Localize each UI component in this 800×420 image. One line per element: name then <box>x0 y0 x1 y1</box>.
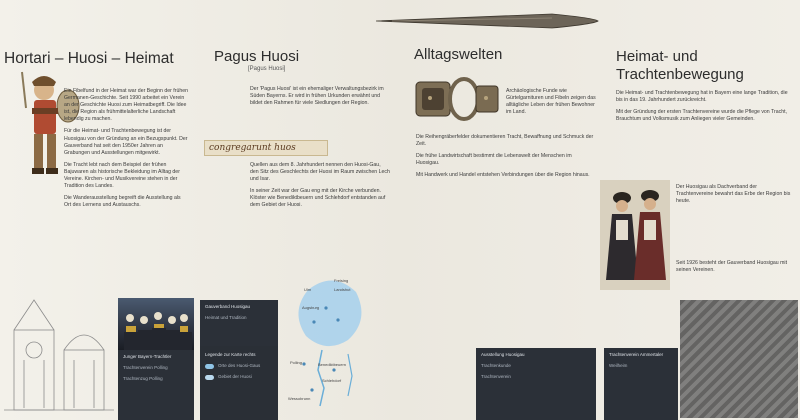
manuscript-text: congregarunt huos <box>209 143 296 153</box>
section-title-alltag: Alltagswelten <box>414 46 503 63</box>
sword-artifact <box>372 8 602 34</box>
map-legend-title: Legende zur Karte rechts <box>205 352 256 357</box>
section1-paragraph: Die Tracht lebt nach dem Beispiel der frühen Bajuwaren als historische Bekleidung im Alltag der Vereine. Kirchen- und Musikvereine stehen in der Tradition des Landes. <box>64 161 180 190</box>
info-box-gauverband <box>200 300 278 346</box>
section4-paragraph: Der Huosigau als Dachverband der Trachtenvereine bewahrt das Erbe der Region bis heute. <box>676 184 791 205</box>
map-legend-item <box>205 374 273 380</box>
section4-paragraph: Mit der Gründung der ersten Trachtenvereine wurde die Pflege von Tracht, Brauchtum und Volksmusik zum Anliegen vieler Gemeinden. <box>616 109 787 123</box>
manuscript-fragment <box>204 140 328 156</box>
info-box-line: Weilheim <box>609 363 628 368</box>
section4-paragraph: Die Heimat- und Trachtenbewegung hat in Bayern eine lange Tradition, die bis in das 19. Jahrhundert zurückreicht. <box>616 90 788 104</box>
info-box-line: Junger Bayern-Trachtler <box>123 354 172 359</box>
church-architecture-drawing <box>4 290 114 414</box>
section4-text-middle <box>676 184 794 244</box>
section-title-heimat-line2: Trachtenbewegung <box>616 66 744 83</box>
info-box-trachten <box>118 350 194 420</box>
info-box-line: Gauverband Huosigau <box>205 304 251 309</box>
map-place-label: Wessobrunn <box>288 396 311 401</box>
section1-paragraph: Die Wanderausstellung begreift die Ausstellung als Ort des Lernens und Austauschs. <box>64 195 181 209</box>
info-box-line: Trachtenverein Polling <box>123 365 168 370</box>
section3-paragraph: Die Reihengräberfelder dokumentieren Tracht, Bewaffnung und Schmuck der Zeit. <box>416 134 594 148</box>
section-title-hortari: Hortari – Huosi – Heimat <box>4 50 174 67</box>
historic-photo-collage <box>680 300 798 418</box>
section3-text-right <box>506 88 598 134</box>
section-subtitle-pagus: [Pagus Huosi] <box>248 66 286 72</box>
map-place-label: Benediktbeuern <box>318 362 347 367</box>
section4-paragraph: Seit 1926 besteht der Gauverband Huosigau mit seinen Vereinen. <box>676 260 788 274</box>
brass-band-photo <box>118 298 194 350</box>
legend-swatch <box>205 375 214 380</box>
section-title-heimat-line1: Heimat- und <box>616 48 698 65</box>
section3-paragraph: Archäologische Funde wie Gürtelgarnituren und Fibeln zeigen das alltägliche Leben der frühen Bewohner im Land. <box>506 88 596 116</box>
info-box-line: Heimat und Tradition <box>205 315 247 320</box>
section2-paragraph: Der 'Pagus Huosi' ist ein ehemaliger Verwaltungsbezirk im Süden Bayerns. Er wird in frühen Urkunden erwähnt und bildet den Rahmen für viele Siedlungen der Region. <box>250 86 384 107</box>
legend-label: Orte des Huosi-Gaus <box>218 363 261 368</box>
info-box-line: Trachtenkunde <box>481 363 511 368</box>
section3-paragraph: Die frühe Landwirtschaft bestimmt die Lebenswelt der Menschen im Huosigau. <box>416 153 572 167</box>
map-place-label: Schlehdorf <box>322 378 342 383</box>
map-legend <box>200 348 278 420</box>
section1-paragraph: Ein Fibelfund in der Heimat war der Beginn der frühen Germanen-Geschichte. Seit 1990 arbeitet ein Verein an der Geschichte Huosi zum Heimatbegriff. Die Idee ist, die Region als frühmittelalterliche Landschaft lebendig zu machen. <box>64 88 188 123</box>
map-place-label: Ulm <box>304 287 312 292</box>
map-legend-item <box>205 363 273 369</box>
section3-text <box>416 134 596 294</box>
section4-text-top <box>616 90 794 178</box>
huosi-gau-map <box>278 250 398 420</box>
info-box-line: Ausstellung Huosigau <box>481 352 525 357</box>
map-place-label: Freising <box>334 278 349 283</box>
map-place-label: Landshut <box>334 287 351 292</box>
section2-paragraph: Quellen aus dem 8. Jahrhundert nennen den Huosi-Gau, den Sitz des Geschlechts der Huosi im Raum zwischen Lech und Isar. <box>250 162 390 183</box>
section1-text <box>56 88 188 284</box>
info-box-line: Trachtenzug Polling <box>123 376 163 381</box>
legend-swatch <box>205 364 214 369</box>
section2-text-top <box>250 86 390 138</box>
info-box-line: Trachtenverein <box>481 374 511 379</box>
info-box-trachtenverein <box>604 348 678 420</box>
map-place-label: Augsburg <box>302 305 320 310</box>
section2-paragraph: In seiner Zeit war der Gau eng mit der Kirche verbunden. Klöster wie Benediktbeuern und Schlehdorf entstanden auf dem Gebiet der Huosi. <box>250 188 386 209</box>
map-place-label: Polling <box>290 360 303 365</box>
belt-buckle-artifact <box>410 68 502 130</box>
traditional-costume-photo <box>600 180 670 290</box>
info-box-line: Trachtenverein Ammertaler <box>609 352 664 357</box>
section3-paragraph: Mit Handwerk und Handel entstehen Verbindungen über die Region hinaus. <box>416 172 590 179</box>
info-box-ausstellung <box>476 348 596 420</box>
legend-label: Gebiet der Huosi <box>218 374 252 379</box>
section4-text-bottom <box>676 260 794 300</box>
section1-paragraph: Für die Heimat- und Trachtenbewegung ist der Huosigau von der Gründung an ein Bezugspunkt. Der Gauverband hat seit den 1950er Jahren an Grabungen und Ausstellungen mitgewirkt. <box>64 128 188 156</box>
section-title-pagus: Pagus Huosi <box>214 48 300 65</box>
